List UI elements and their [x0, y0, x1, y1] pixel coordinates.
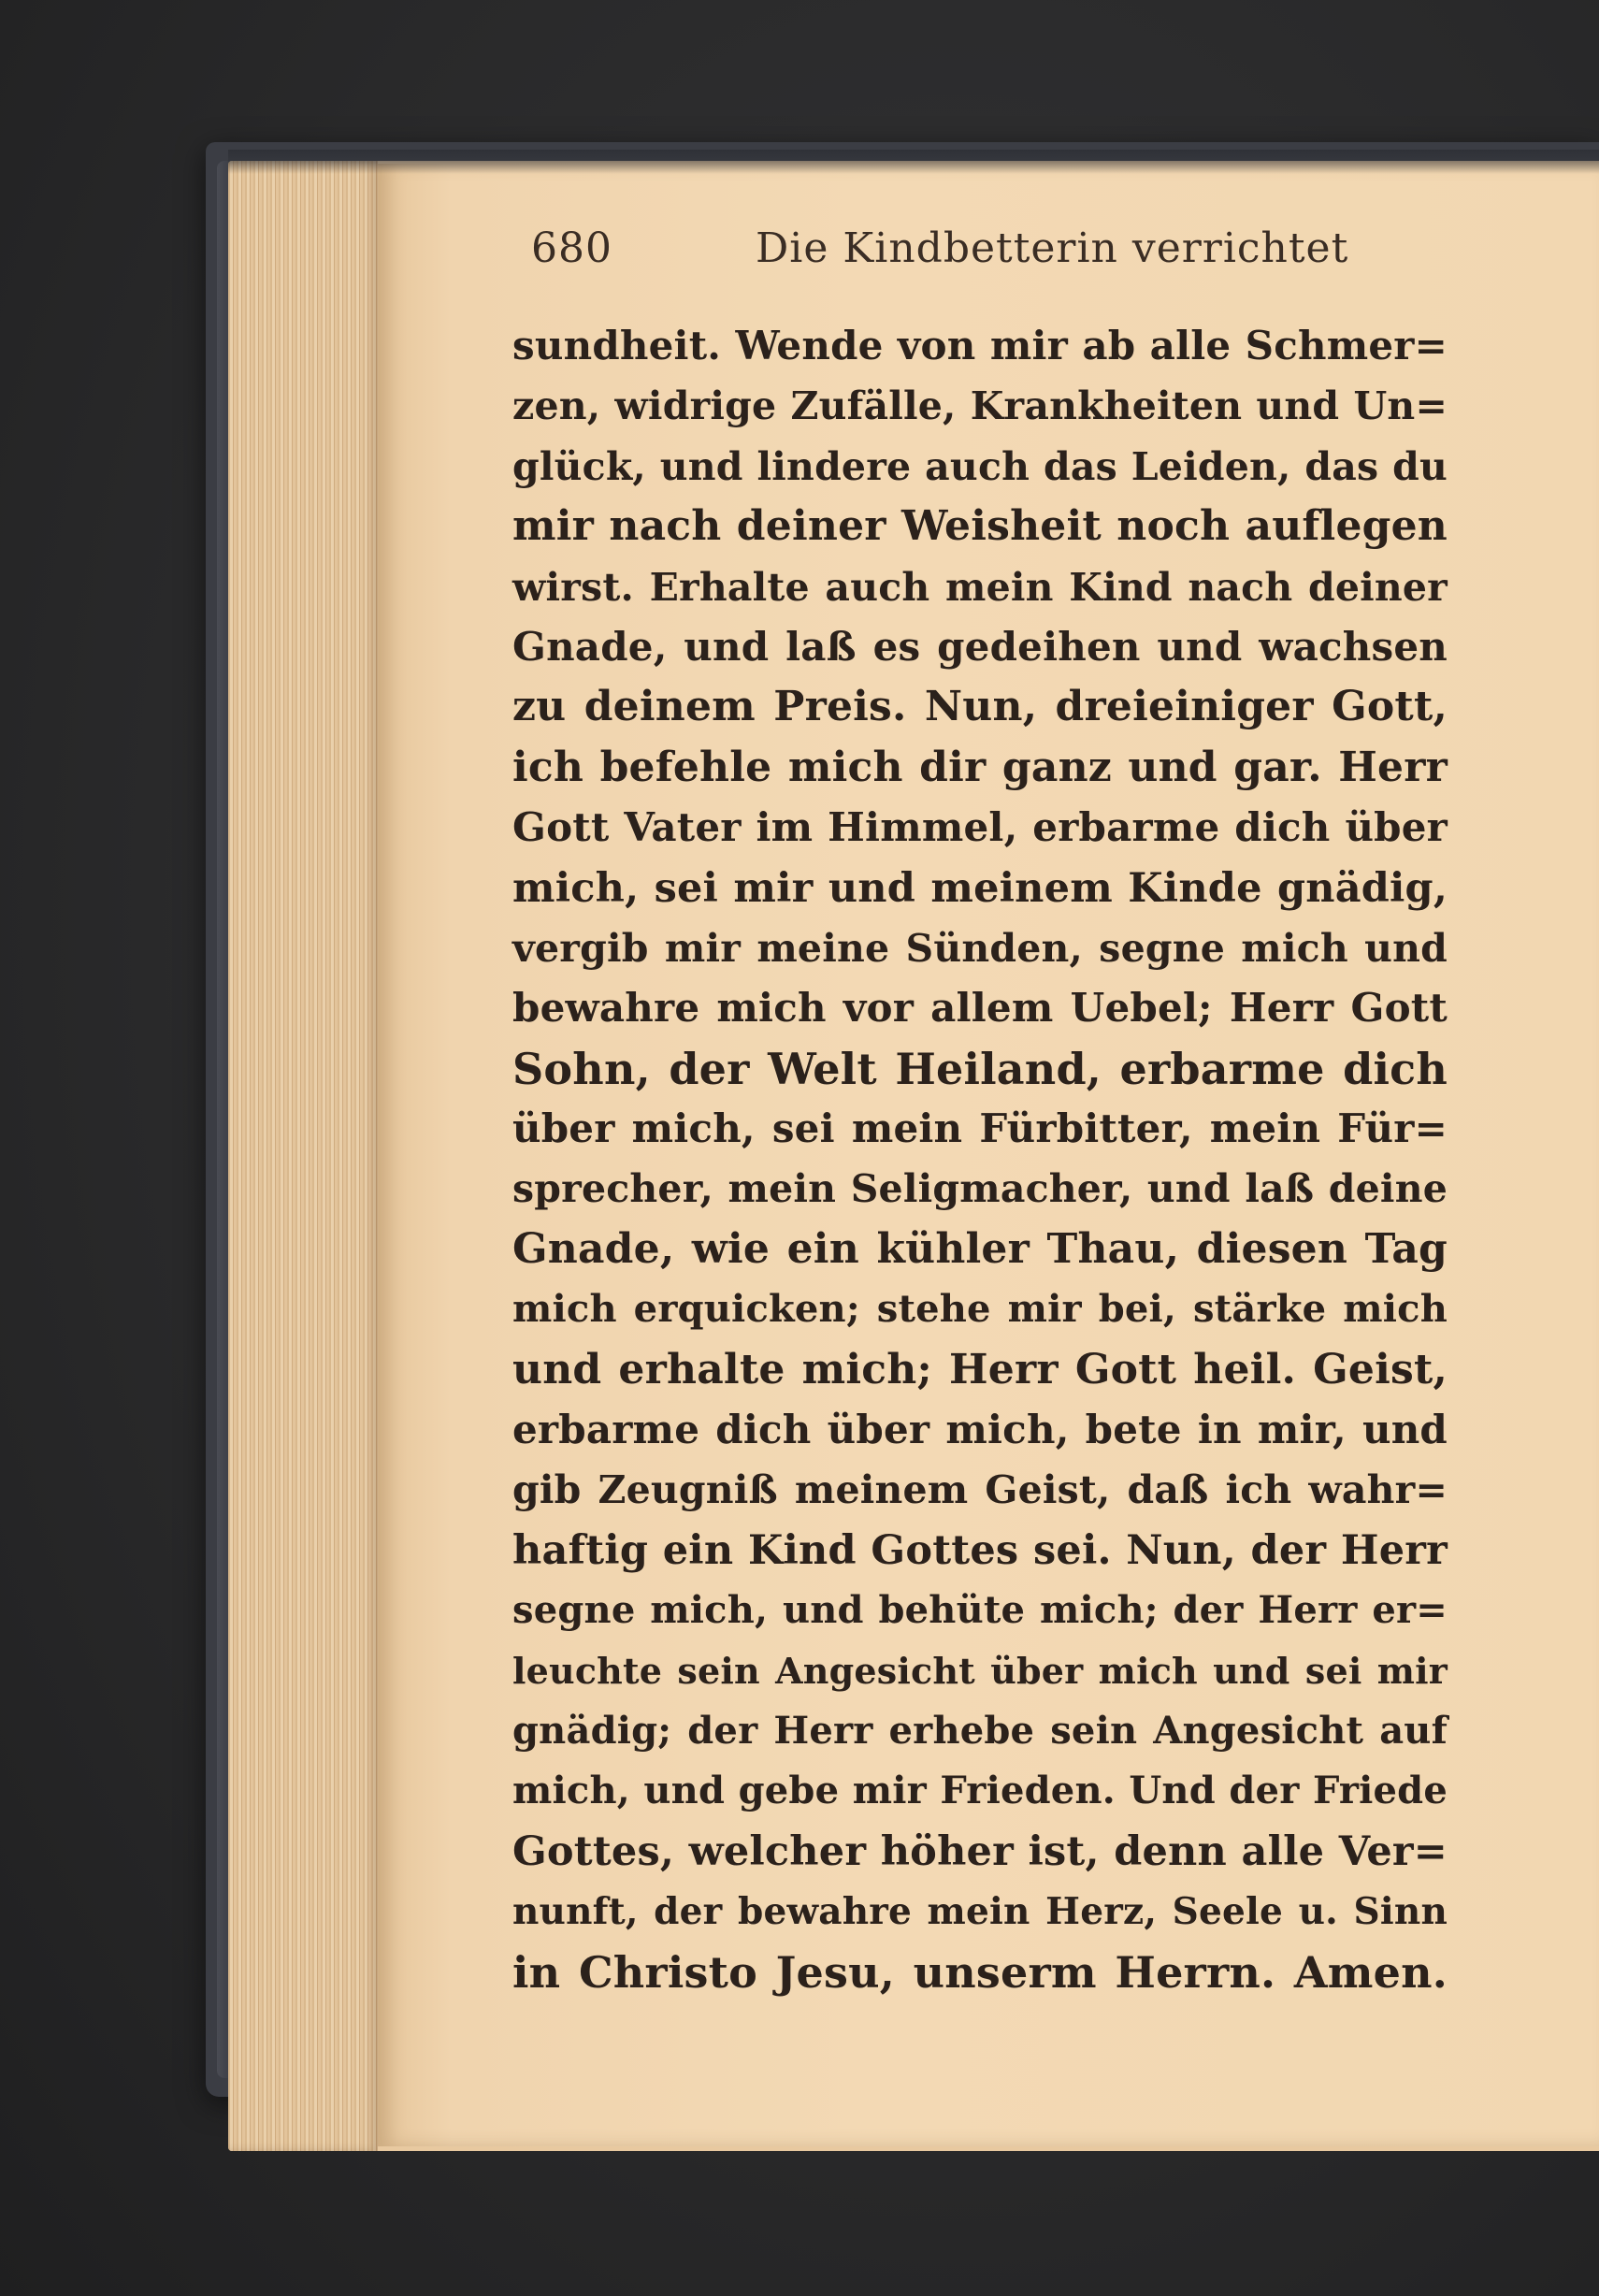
text-line: haftig ein Kind Gottes sei. Nun, der Herr — [512, 1526, 1448, 1574]
running-head: Die Kindbetterin verrichtet — [756, 224, 1349, 272]
text-line: mich, und gebe mir Frieden. Und der Friede — [512, 1769, 1448, 1813]
text-line: nunft, der bewahre mein Herz, Seele u. Sinn — [512, 1890, 1448, 1934]
text-line: sprecher, mein Seligmacher, und laß deine — [512, 1166, 1448, 1212]
text-line: mich erquicken; stehe mir bei, stärke mich — [512, 1287, 1448, 1332]
text-line: Gottes, welcher höher ist, denn alle Ver= — [512, 1827, 1448, 1875]
text-line: bewahre mich vor allem Uebel; Herr Gott — [512, 985, 1448, 1032]
text-line: vergib mir meine Sünden, segne mich und — [512, 925, 1448, 971]
text-line: Gnade, und laß es gedeihen und wachsen — [512, 623, 1448, 670]
text-line: leuchte sein Angesicht über mich und sei mir — [512, 1649, 1448, 1692]
body-text — [512, 316, 1448, 2002]
page-header — [531, 224, 1466, 281]
page-edges — [228, 161, 378, 2151]
text-line: sundheit. Wende von mir ab alle Schmer= — [512, 323, 1448, 368]
text-line: gib Zeugniß meinem Geist, daß ich wahr= — [512, 1467, 1448, 1513]
text-line: wirst. Erhalte auch mein Kind nach deiner — [512, 564, 1448, 610]
text-line: Gnade, wie ein kühler Thau, diesen Tag — [512, 1224, 1448, 1273]
text-line: glück, und lindere auch das Leiden, das du — [512, 443, 1448, 489]
text-line: ich befehle mich dir ganz und gar. Herr — [512, 743, 1448, 791]
text-line: Sohn, der Welt Heiland, erbarme dich — [512, 1043, 1448, 1094]
text-line: gnädig; der Herr erhebe sein Angesicht auf — [512, 1708, 1448, 1753]
text-line: und erhalte mich; Herr Gott heil. Geist, — [512, 1345, 1448, 1393]
text-line: über mich, sei mein Fürbitter, mein Für= — [512, 1105, 1448, 1152]
text-line: zen, widrige Zufälle, Krankheiten und Un= — [512, 383, 1448, 429]
page-number: 680 — [531, 224, 612, 272]
text-line: segne mich, und behüte mich; der Herr er= — [512, 1588, 1448, 1633]
text-line-last: in Christo Jesu, unserm Herrn. Amen. — [512, 1946, 1448, 1998]
page-top-shadow — [228, 150, 1599, 174]
text-line: zu deinem Preis. Nun, dreieiniger Gott, — [512, 683, 1448, 731]
text-line: mir nach deiner Weisheit noch auflegen — [512, 502, 1448, 551]
text-line: mich, sei mir und meinem Kinde gnädig, — [512, 864, 1448, 912]
text-line: Gott Vater im Himmel, erbarme dich über — [512, 804, 1448, 851]
text-line: erbarme dich über mich, bete in mir, und — [512, 1407, 1448, 1453]
